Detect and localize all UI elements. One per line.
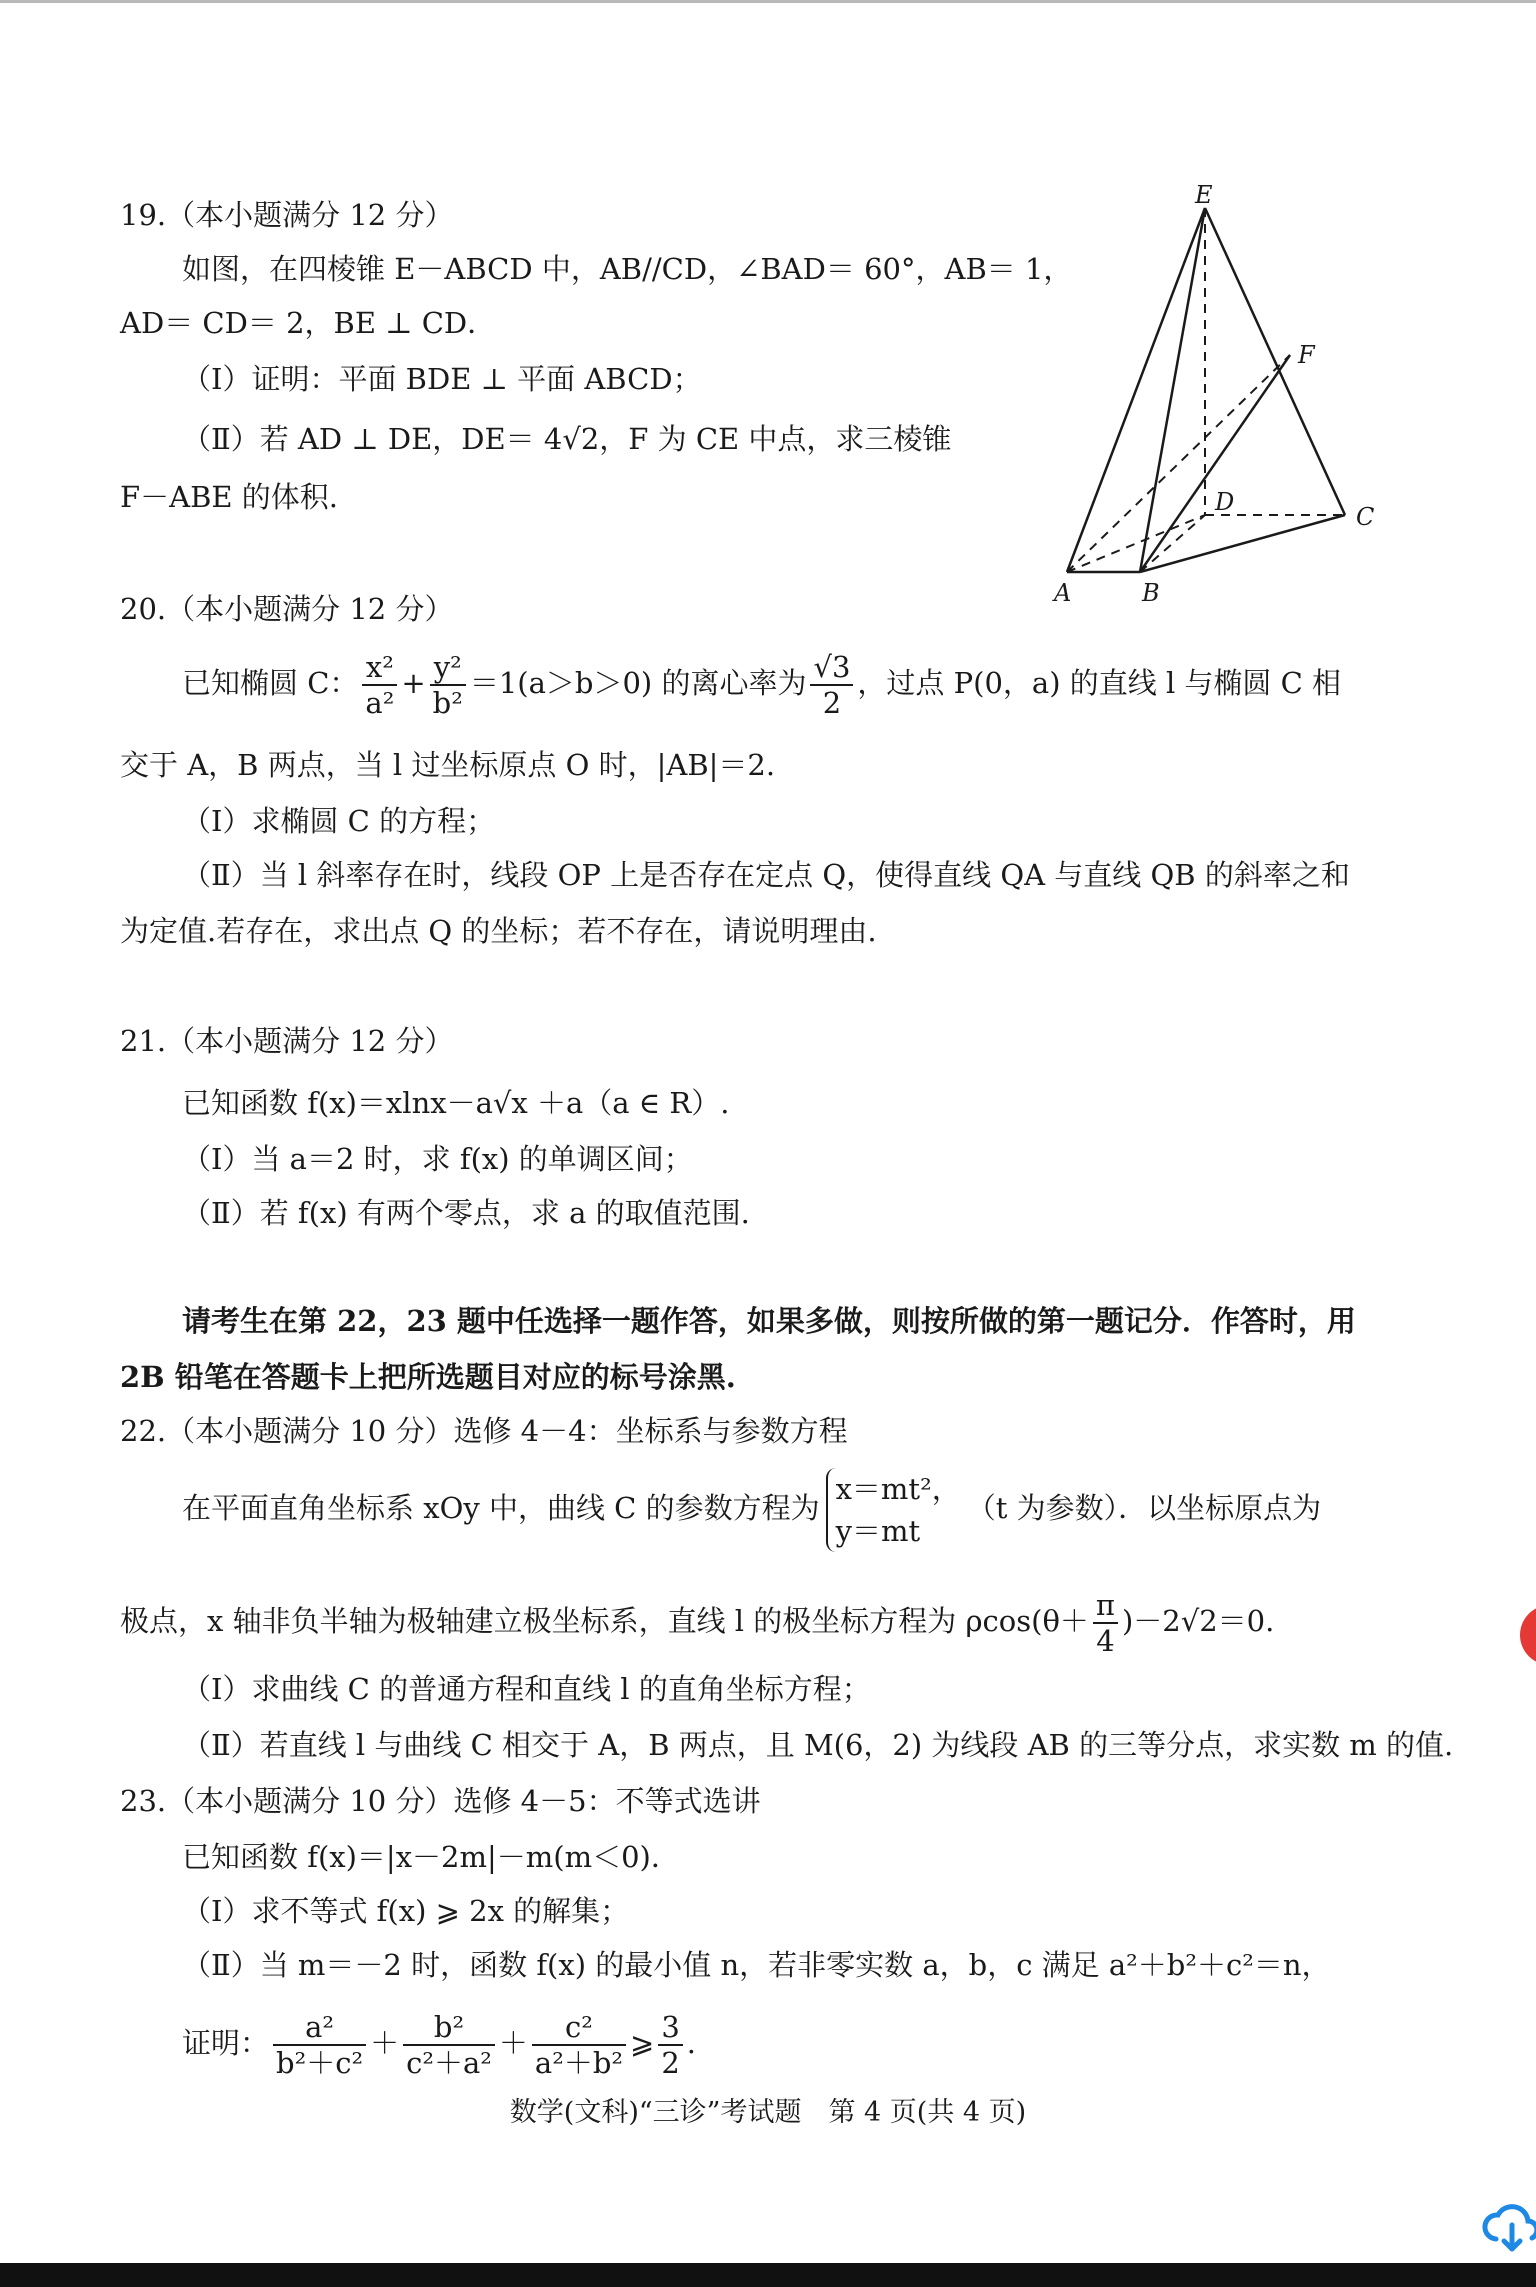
label-F: F [1298, 341, 1315, 369]
cloud-download-icon[interactable] [1478, 2195, 1536, 2255]
frac-b: $\frac{\text{b²}}{\text{c²＋a²}}$ [403, 2010, 495, 2080]
q23-proof-line: 证明： $\frac{\text{a²}}{\text{b²＋c²}}$ ＋ $\frac{\text{b²}}{\text{c²＋a²}}$ ＋ $\frac{\text{c²}}{\text{a²＋b²}}$ ⩾ $\frac{3}{2}$ . [182, 2010, 696, 2080]
label-A: A [1054, 579, 1072, 607]
page-footer: 数学(文科)“三诊”考试题 第 4 页(共 4 页) [509, 2097, 1027, 2128]
q19-line2: AD＝ CD＝ 2，BE ⊥ CD． [120, 306, 497, 340]
q22-line1: 在平面直角坐标系 xOy 中，曲线 C 的参数方程为 x＝mt²， y＝mt （t 为参数）．以坐标原点为 [182, 1468, 1321, 1552]
bottom-bar [0, 2263, 1536, 2287]
pyramid-figure [1040, 185, 1400, 615]
frac-c: $\frac{\text{c²}}{\text{a²＋b²}}$ [532, 2010, 626, 2080]
floating-badge[interactable] [1520, 1605, 1536, 1665]
q20-line1: 已知椭圆 C： $\frac{\text{x²}}{\text{a²}}$ + $\frac{\text{y²}}{\text{b²}}$ ＝1(a＞b＞0) 的离心率为 $\frac{√3}{2}$ ，过点 P(0，a) 的直线 l 与椭圆 C 相 [182, 650, 1342, 720]
q20-heading: 20.（本小题满分 12 分） [120, 592, 454, 626]
q19-line5: F－ABE 的体积. [120, 480, 338, 514]
elective-note-line2: 2B 铅笔在答题卡上把所选题目对应的标号涂黑. [120, 1360, 736, 1394]
q19-heading: 19.（本小题满分 12 分） [120, 198, 454, 232]
param-equation-cases: x＝mt²， y＝mt [826, 1468, 961, 1552]
q20-line5: 为定值.若存在，求出点 Q 的坐标；若不存在，请说明理由. [120, 914, 877, 948]
frac-a: $\frac{\text{a²}}{\text{b²＋c²}}$ [273, 2010, 366, 2080]
label-E: E [1195, 185, 1213, 209]
label-C: C [1356, 503, 1375, 531]
q21-heading: 21.（本小题满分 12 分） [120, 1024, 454, 1058]
frac-3-2: $\frac{3}{2}$ [658, 2010, 682, 2080]
q22-heading: 22.（本小题满分 10 分）选修 4－4：坐标系与参数方程 [120, 1414, 848, 1448]
q23-part2: （Ⅱ）当 m＝－2 时，函数 f(x) 的最小值 n，若非零实数 a，b，c 满足 a²＋b²＋c²＝n， [182, 1948, 1331, 1982]
q19-part2: （Ⅱ）若 AD ⊥ DE，DE＝ 4√2，F 为 CE 中点，求三棱锥 [182, 422, 952, 456]
q21-part1: （Ⅰ）当 a＝2 时，求 f(x) 的单调区间； [182, 1142, 693, 1176]
frac-pi-4: $\frac{\pi}{4}$ [1093, 1588, 1118, 1658]
label-B: B [1142, 579, 1160, 607]
q19-part1: （Ⅰ）证明：平面 BDE ⊥ 平面 ABCD； [182, 362, 702, 396]
q19-line1: 如图，在四棱锥 E－ABCD 中，AB//CD，∠BAD＝ 60°，AB＝ 1， [182, 252, 1073, 286]
frac-x2-a2: $\frac{\text{x²}}{\text{a²}}$ [362, 650, 397, 720]
q22-part1: （Ⅰ）求曲线 C 的普通方程和直线 l 的直角坐标方程； [182, 1672, 871, 1706]
q20-line2: 交于 A，B 两点，当 l 过坐标原点 O 时，|AB|＝2. [120, 748, 776, 782]
q20-part1: （Ⅰ）求椭圆 C 的方程； [182, 804, 496, 838]
top-border [0, 0, 1536, 3]
q23-part1: （Ⅰ）求不等式 f(x) ⩾ 2x 的解集； [182, 1894, 630, 1928]
q21-line1: 已知函数 f(x)＝xlnx－a√x ＋a（a ∈ R）. [182, 1086, 730, 1120]
q23-heading: 23.（本小题满分 10 分）选修 4－5：不等式选讲 [120, 1784, 761, 1818]
q20-part2: （Ⅱ）当 l 斜率存在时，线段 OP 上是否存在定点 Q，使得直线 QA 与直线 QB 的斜率之和 [182, 858, 1350, 892]
q23-line1: 已知函数 f(x)＝|x－2m|－m(m＜0)． [182, 1840, 680, 1874]
q22-part2: （Ⅱ）若直线 l 与曲线 C 相交于 A，B 两点，且 M(6，2) 为线段 AB 的三等分点，求实数 m 的值. [182, 1728, 1454, 1762]
q22-line2: 极点，x 轴非负半轴为极轴建立极坐标系，直线 l 的极坐标方程为 ρcos(θ＋ $\frac{\pi}{4}$ )－2√2＝0. [120, 1588, 1275, 1658]
frac-y2-b2: $\frac{\text{y²}}{\text{b²}}$ [430, 650, 466, 720]
frac-sqrt3-2: $\frac{√3}{2}$ [810, 650, 853, 720]
elective-note-line1: 请考生在第 22，23 题中任选择一题作答，如果多做，则按所做的第一题记分．作答时，用 [182, 1304, 1356, 1338]
q21-part2: （Ⅱ）若 f(x) 有两个零点，求 a 的取值范围. [182, 1196, 750, 1230]
label-D: D [1215, 488, 1235, 516]
